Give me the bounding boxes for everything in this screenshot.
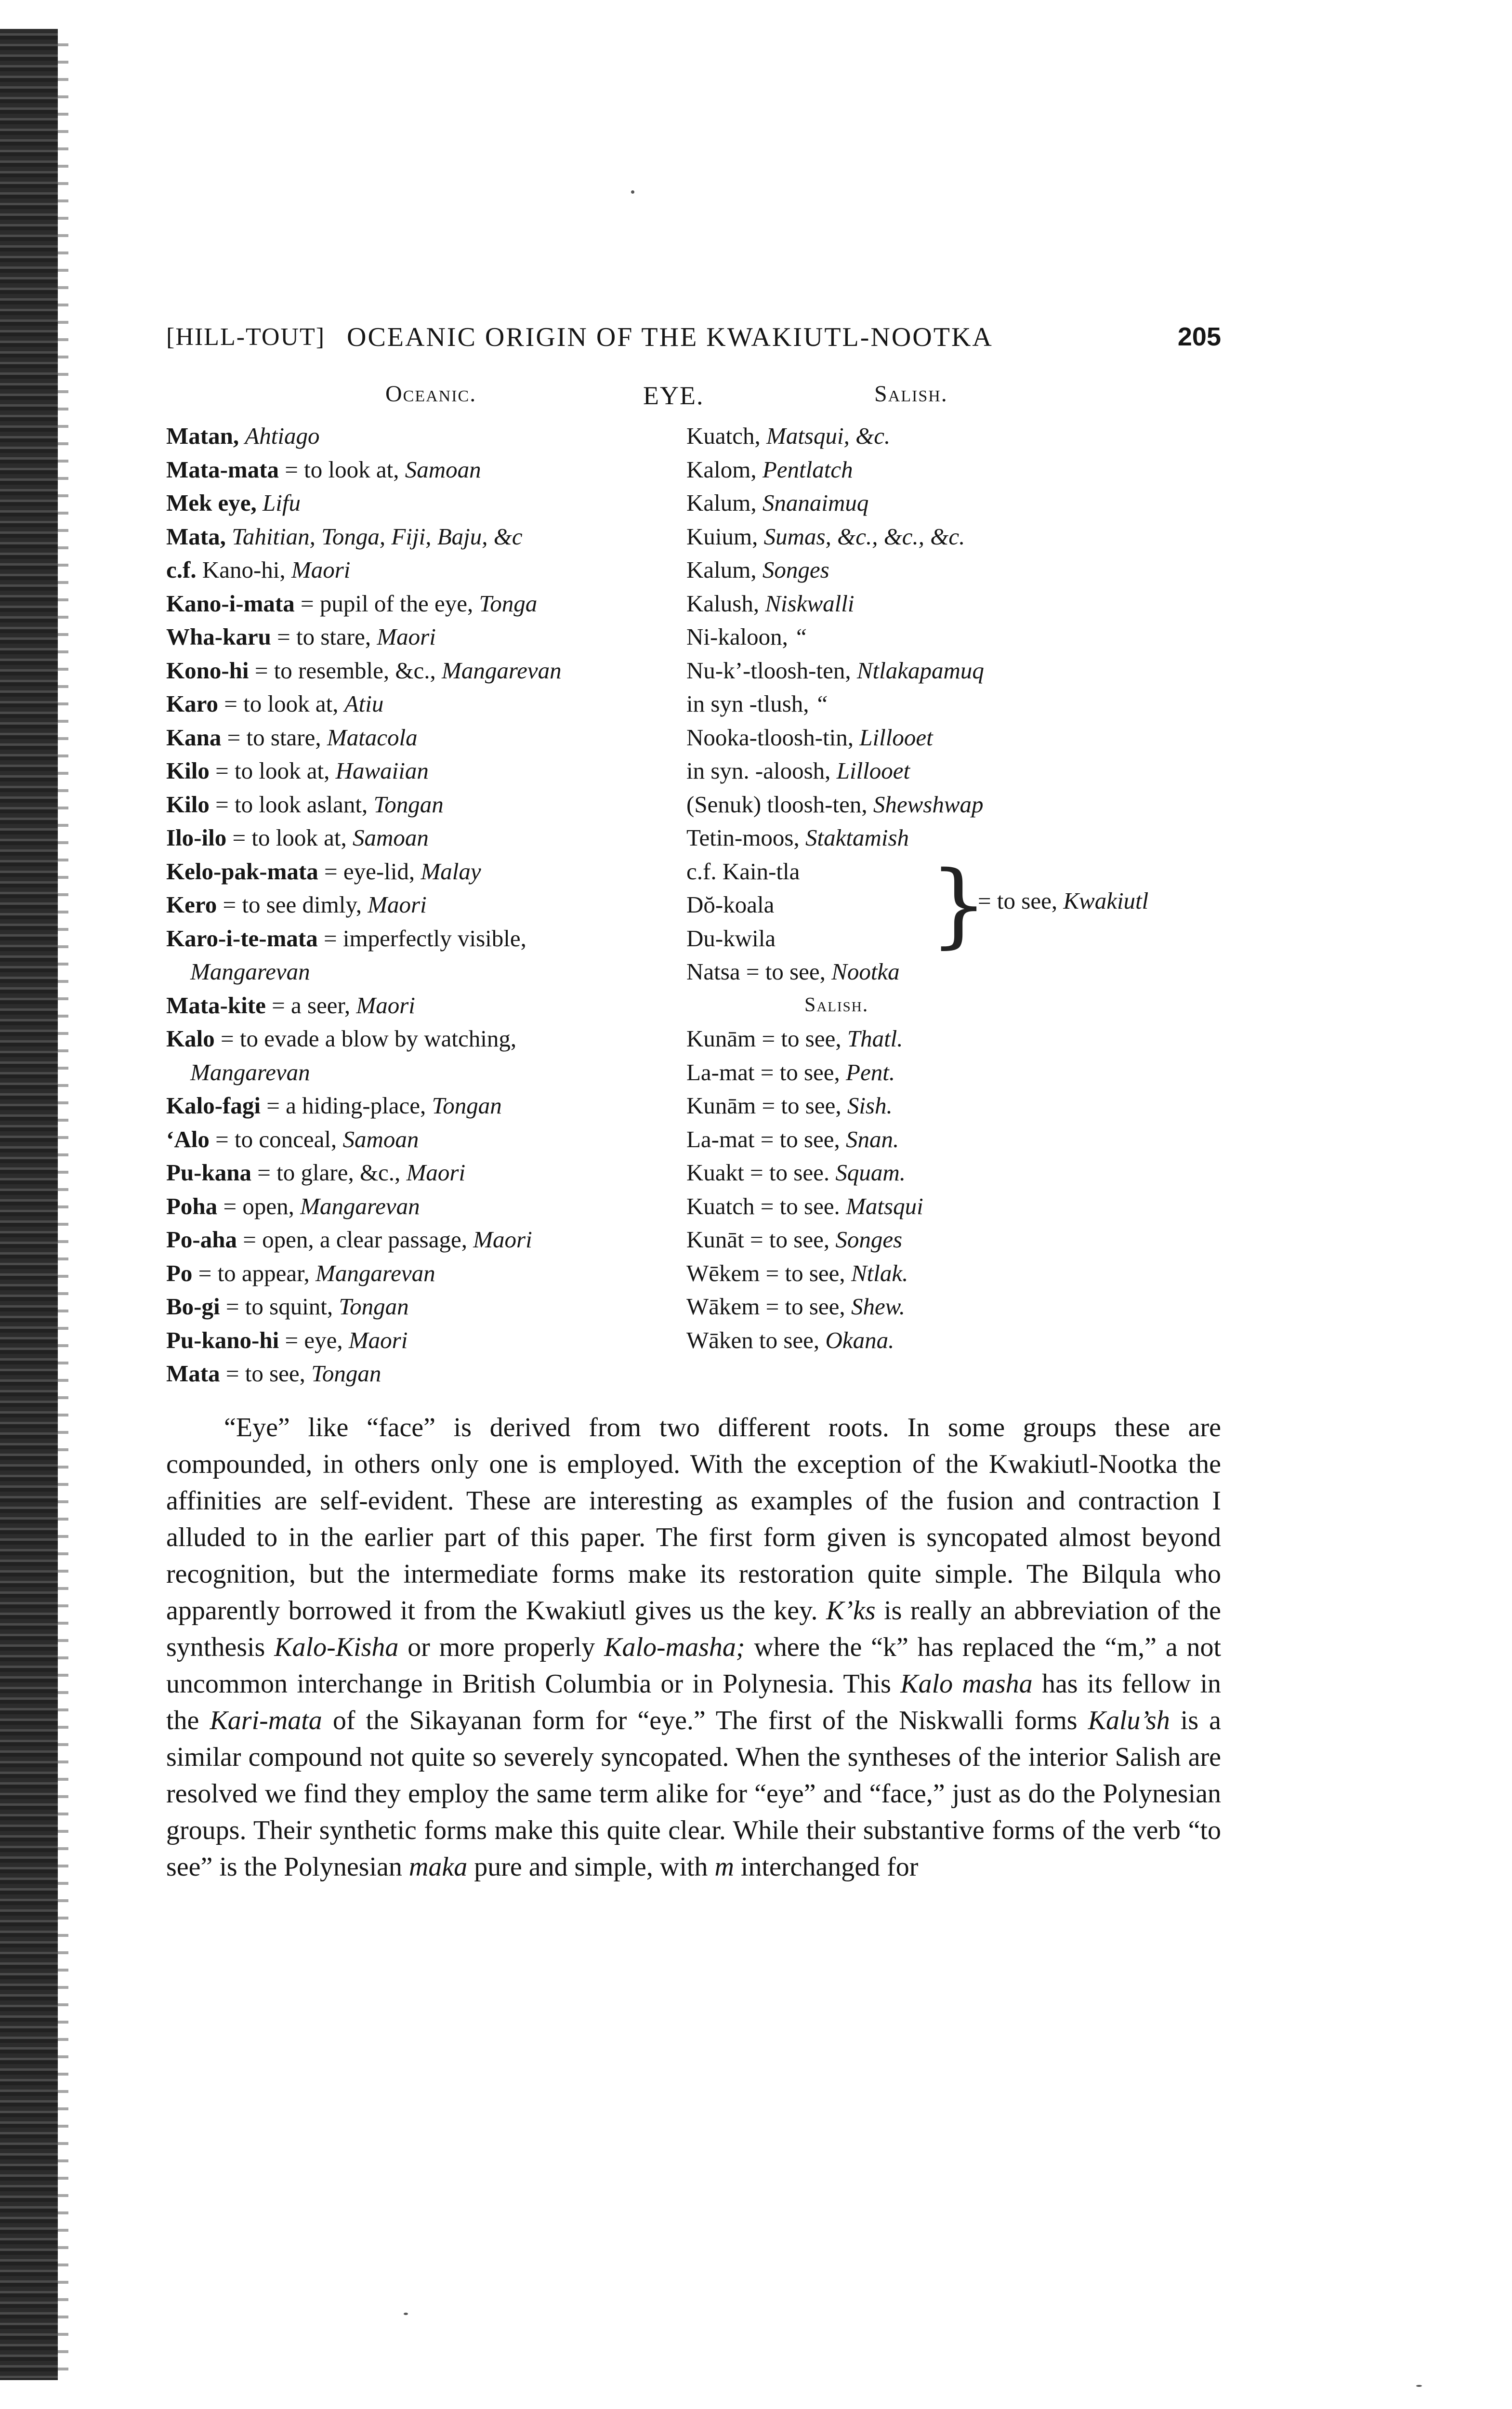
entry-language: Mangarevan bbox=[300, 1192, 420, 1219]
entry-word: Wha-karu bbox=[166, 623, 271, 650]
oceanic-word-list bbox=[166, 419, 662, 1390]
entry-language: Samoan bbox=[405, 456, 481, 483]
paragraph-italic: m bbox=[714, 1852, 734, 1882]
entry-language: Lillooet bbox=[859, 724, 933, 751]
entry-language: Shew. bbox=[851, 1293, 905, 1320]
entry-word: Matan, bbox=[166, 423, 239, 449]
entry-word: Pu-kana bbox=[166, 1159, 252, 1186]
entry-word: Mata-mata bbox=[166, 456, 279, 483]
oceanic-entry bbox=[166, 1190, 662, 1223]
entry-language: Mangarevan bbox=[316, 1259, 435, 1286]
salish-entry bbox=[686, 486, 1240, 520]
oceanic-entry bbox=[166, 1123, 662, 1156]
entry-gloss: = imperfectly visible, bbox=[324, 925, 526, 952]
paragraph-italic: maka bbox=[408, 1852, 468, 1882]
column-head-oceanic: Oceanic. bbox=[385, 381, 477, 407]
salish-see-entry bbox=[686, 1123, 1240, 1156]
entry-gloss: = pupil of the eye, bbox=[301, 590, 473, 617]
entry-word: Du-kwila bbox=[686, 925, 776, 952]
brace-gloss-language: Kwakiutl bbox=[1063, 887, 1149, 914]
oceanic-entry bbox=[166, 788, 662, 821]
header-title: OCEANIC ORIGIN OF THE KWAKIUTL-NOOTKA bbox=[347, 322, 993, 352]
entry-gloss: = eye, bbox=[285, 1326, 343, 1353]
paragraph-italic: Kalo-Kisha bbox=[274, 1632, 399, 1662]
entry-word: Kalush, bbox=[686, 590, 760, 617]
entry-gloss: = to see, bbox=[225, 1360, 305, 1387]
oceanic-entry bbox=[166, 687, 662, 721]
oceanic-entry bbox=[166, 821, 662, 855]
salish-entry bbox=[686, 587, 1240, 621]
oceanic-entry bbox=[166, 888, 662, 922]
oceanic-entry bbox=[166, 721, 662, 754]
entry-word: Dŏ-koala bbox=[686, 891, 775, 918]
entry-language: Sumas, &c., &c., &c. bbox=[763, 523, 965, 550]
entry-word: Kero bbox=[166, 891, 217, 918]
entry-gloss: Kano-hi, bbox=[202, 556, 286, 583]
entry-language: Tahitian, Tonga, Fiji, Baju, &c bbox=[232, 523, 523, 550]
entry-language: Pentlatch bbox=[762, 456, 853, 483]
entry-language: Ntlak. bbox=[851, 1259, 908, 1286]
entry-language: Okana. bbox=[825, 1326, 894, 1353]
entry-word: Mek eye, bbox=[166, 490, 257, 516]
entry-language: Snanaimuq bbox=[762, 490, 869, 516]
salish-entry bbox=[686, 553, 1240, 587]
paragraph-text: interchanged for bbox=[740, 1852, 919, 1882]
entry-gloss: = to stare, bbox=[277, 623, 371, 650]
oceanic-entry bbox=[166, 855, 662, 888]
entry-language: Ahtiago bbox=[245, 423, 320, 449]
entry-gloss: = to appear, bbox=[198, 1259, 310, 1286]
entry-language: Songes bbox=[835, 1226, 903, 1253]
oceanic-entry bbox=[166, 1223, 662, 1257]
entry-language: Tongan bbox=[339, 1293, 409, 1320]
entry-word: Kuakt = to see. bbox=[686, 1159, 830, 1186]
oceanic-entry bbox=[166, 1324, 662, 1357]
entry-word: Bo-gi bbox=[166, 1293, 220, 1320]
paragraph-italic: K’ks bbox=[826, 1596, 876, 1626]
entry-word: Ni-kaloon, bbox=[686, 623, 788, 650]
salish-see-entry bbox=[686, 1190, 1240, 1223]
oceanic-entry bbox=[166, 520, 662, 554]
entry-word: Kilo bbox=[166, 791, 210, 818]
entry-language: Maori bbox=[291, 556, 351, 583]
entry-language: Maori bbox=[406, 1159, 466, 1186]
entry-gloss: = to glare, &c., bbox=[257, 1159, 401, 1186]
entry-language: Maori bbox=[356, 992, 415, 1019]
entry-language: Squam. bbox=[835, 1159, 906, 1186]
entry-word: Kalum, bbox=[686, 490, 757, 516]
entry-gloss: = to look at, bbox=[285, 456, 399, 483]
column-head-salish: Salish. bbox=[874, 381, 948, 407]
entry-language: “ bbox=[815, 690, 828, 717]
entry-word: Kunām = to see, bbox=[686, 1092, 841, 1119]
entry-word: Po-aha bbox=[166, 1226, 237, 1253]
salish-entry bbox=[686, 821, 1240, 855]
oceanic-entry bbox=[166, 453, 662, 487]
entry-language: Malay bbox=[421, 858, 481, 885]
oceanic-entry bbox=[166, 922, 662, 955]
body-paragraph bbox=[166, 1409, 1221, 1885]
oceanic-entry bbox=[166, 587, 662, 621]
entry-word: c.f. Kain-tla bbox=[686, 858, 800, 885]
salish-see-entry bbox=[686, 1290, 1240, 1324]
entry-language: Tongan bbox=[373, 791, 444, 818]
entry-word: Wēkem = to see, bbox=[686, 1259, 845, 1286]
oceanic-entry bbox=[166, 486, 662, 520]
page-number: 205 bbox=[1177, 322, 1221, 351]
paragraph-italic: Kalu’sh bbox=[1088, 1706, 1170, 1735]
oceanic-entry bbox=[166, 553, 662, 587]
entry-gloss: = to look aslant, bbox=[215, 791, 368, 818]
paragraph-text: pure and simple, with bbox=[474, 1852, 708, 1882]
salish-subheading: Salish. bbox=[804, 993, 869, 1016]
entry-language: Niskwalli bbox=[765, 590, 855, 617]
entry-language: Lifu bbox=[263, 490, 301, 516]
entry-language: Tongan bbox=[311, 1360, 381, 1387]
entry-gloss: = to conceal, bbox=[215, 1125, 337, 1152]
salish-see-entry bbox=[686, 1022, 1240, 1056]
entry-word: Nooka-tloosh-tin, bbox=[686, 724, 854, 751]
entry-word: Kalum, bbox=[686, 556, 757, 583]
entry-language: Hawaiian bbox=[335, 757, 429, 784]
entry-word: in syn -tlush, bbox=[686, 690, 809, 717]
entry-language: Sish. bbox=[847, 1092, 893, 1119]
kwakiutl-brace-group bbox=[686, 851, 1240, 958]
entry-word: Pu-kano-hi bbox=[166, 1326, 279, 1353]
entry-gloss: = to resemble, &c., bbox=[254, 657, 436, 684]
entry-word: Mata bbox=[166, 1360, 220, 1387]
page-binding-edge bbox=[0, 29, 58, 2380]
entry-language: Snan. bbox=[846, 1125, 899, 1152]
entry-word: Kalo-fagi bbox=[166, 1092, 261, 1119]
entry-gloss: = a hiding-place, bbox=[266, 1092, 426, 1119]
entry-language: Maori bbox=[473, 1226, 532, 1253]
salish-entry bbox=[686, 520, 1240, 554]
salish-entry bbox=[686, 687, 1240, 721]
entry-word: La-mat = to see, bbox=[686, 1059, 840, 1085]
header-author: [HILL-TOUT] bbox=[166, 323, 326, 351]
entry-word: Kilo bbox=[166, 757, 210, 784]
column-head-eye: EYE. bbox=[643, 381, 704, 410]
entry-language: Maori bbox=[377, 623, 436, 650]
entry-gloss: = a seer, bbox=[272, 992, 351, 1019]
entry-language: Samoan bbox=[342, 1125, 419, 1152]
entry-language: Tongan bbox=[432, 1092, 502, 1119]
brace-gloss bbox=[978, 887, 1148, 914]
entry-gloss: = open, bbox=[223, 1192, 294, 1219]
entry-word: Kelo-pak-mata bbox=[166, 858, 318, 885]
entry-language: Maori bbox=[368, 891, 427, 918]
oceanic-entry bbox=[166, 1290, 662, 1324]
entry-language: Matacola bbox=[327, 724, 418, 751]
paragraph-text: “Eye” like “face” is derived from two different roots. In some groups these are compounded, in others only one is employed. With the exception of the Kwakiutl-Nootka the affinities are self-evident. These are interesting as examples of the fusion and contraction I alluded to in the earlier part of this paper. The first form given is syncopated almost beyond recognition, but the intermediate forms make its restoration quite simple. The Bilqula who apparently borrowed it from the Kwakiutl gives us the key. bbox=[166, 1413, 1221, 1626]
entry-word: Karo-i-te-mata bbox=[166, 925, 318, 952]
entry-language: Matsqui bbox=[846, 1192, 923, 1219]
brace-gloss-text: = to see, bbox=[978, 887, 1058, 914]
entry-gloss: = eye-lid, bbox=[324, 858, 415, 885]
entry-gloss: = to stare, bbox=[227, 724, 321, 751]
entry-word: Kalo bbox=[166, 1025, 215, 1052]
paragraph-italic: Kalo masha bbox=[900, 1669, 1033, 1699]
oceanic-entry bbox=[166, 654, 662, 688]
entry-word: Nu-k’-tloosh-ten, bbox=[686, 657, 851, 684]
salish-entry bbox=[686, 453, 1240, 487]
entry-language: Tonga bbox=[479, 590, 538, 617]
oceanic-entry bbox=[166, 620, 662, 654]
entry-word: in syn. -aloosh, bbox=[686, 757, 831, 784]
entry-language: Shewshwap bbox=[873, 791, 984, 818]
entry-gloss: = open, a clear passage, bbox=[243, 1226, 467, 1253]
salish-entry bbox=[686, 654, 1240, 688]
entry-gloss: = to squint, bbox=[225, 1293, 333, 1320]
entry-word: Po bbox=[166, 1259, 193, 1286]
salish-see-entry bbox=[686, 1089, 1240, 1123]
paragraph-text: is really an abbreviation of the synthesis bbox=[166, 1596, 1222, 1662]
entry-word: Kuatch, bbox=[686, 423, 761, 449]
oceanic-entry bbox=[166, 989, 662, 1022]
entry-word: Kunām = to see, bbox=[686, 1025, 841, 1052]
entry-word: c.f. bbox=[166, 556, 197, 583]
entry-word: La-mat = to see, bbox=[686, 1125, 840, 1152]
entry-gloss: = to see dimly, bbox=[223, 891, 362, 918]
salish-see-entry bbox=[686, 1056, 1240, 1089]
entry-language: Thatl. bbox=[847, 1025, 903, 1052]
entry-word: Mata-kite bbox=[166, 992, 266, 1019]
running-head bbox=[166, 322, 1221, 360]
oceanic-entry bbox=[166, 1257, 662, 1290]
entry-language: Samoan bbox=[352, 824, 429, 851]
entry-word: Wāken to see, bbox=[686, 1326, 820, 1353]
salish-entry bbox=[686, 788, 1240, 821]
entry-word: Kana bbox=[166, 724, 222, 751]
salish-entry bbox=[686, 721, 1240, 754]
salish-entry bbox=[686, 754, 1240, 788]
oceanic-entry bbox=[166, 955, 662, 989]
print-speck bbox=[631, 190, 634, 194]
entry-language: Ntlakapamuq bbox=[856, 657, 984, 684]
entry-word: Ilo-ilo bbox=[166, 824, 227, 851]
oceanic-entry bbox=[166, 1056, 662, 1089]
entry-word: ‘Alo bbox=[166, 1125, 210, 1152]
salish-see-entry bbox=[686, 1156, 1240, 1190]
entry-word: Kuium, bbox=[686, 523, 758, 550]
entry-word: Mata, bbox=[166, 523, 226, 550]
oceanic-entry bbox=[166, 1022, 662, 1056]
entry-language: Atiu bbox=[344, 690, 384, 717]
entry-language: Pent. bbox=[846, 1059, 895, 1085]
entry-language: Lillooet bbox=[836, 757, 910, 784]
entry-language: Mangarevan bbox=[442, 657, 562, 684]
entry-gloss: = to look at, bbox=[224, 690, 339, 717]
entry-word: Poha bbox=[166, 1192, 218, 1219]
salish-see-entry bbox=[686, 1223, 1240, 1257]
entry-word: Kuatch = to see. bbox=[686, 1192, 840, 1219]
entry-language: Mangarevan bbox=[190, 958, 310, 985]
oceanic-entry bbox=[166, 1089, 662, 1123]
entry-word: Natsa = to see, bbox=[686, 958, 826, 985]
entry-language: Staktamish bbox=[805, 824, 909, 851]
paragraph-text: where the “k” has replaced the “m,” a not uncommon interchange in British Columbia or in Polynesia. This bbox=[166, 1632, 1222, 1699]
paragraph-italic: Kalo-masha; bbox=[604, 1632, 745, 1662]
brace-icon: } bbox=[930, 851, 988, 958]
entry-language: Nootka bbox=[831, 958, 900, 985]
entry-gloss: = to look at, bbox=[215, 757, 330, 784]
entry-language: Maori bbox=[348, 1326, 408, 1353]
entry-word: Kalom, bbox=[686, 456, 757, 483]
entry-word: Kunāt = to see, bbox=[686, 1226, 830, 1253]
salish-entry bbox=[686, 620, 1240, 654]
entry-word: Karo bbox=[166, 690, 218, 717]
paragraph-text: has its fellow in the bbox=[166, 1669, 1222, 1735]
entry-word: Wākem = to see, bbox=[686, 1293, 845, 1320]
paragraph-italic: Kari-mata bbox=[210, 1706, 322, 1735]
paragraph-text: is a similar compound not quite so severely syncopated. When the syntheses of the interior Salish are resolved we find they employ the same term alike for “eye” and “face,” just as do the Polynesian groups. Their synthetic forms make this quite clear. While their substantive forms of the verb “to see” is the Polynesian bbox=[166, 1706, 1222, 1882]
oceanic-entry bbox=[166, 1357, 662, 1390]
oceanic-entry bbox=[166, 419, 662, 453]
salish-see-entry bbox=[686, 1324, 1240, 1357]
salish-entry bbox=[686, 955, 1240, 989]
entry-gloss: = to evade a blow by watching, bbox=[220, 1025, 517, 1052]
paragraph-text: of the Sikayanan form for “eye.” The first of the Niskwalli forms bbox=[332, 1706, 1078, 1735]
salish-entry bbox=[686, 419, 1240, 453]
print-speck bbox=[1416, 2385, 1422, 2387]
oceanic-entry bbox=[166, 1156, 662, 1190]
entry-language: Songes bbox=[762, 556, 829, 583]
salish-see-entry bbox=[686, 1257, 1240, 1290]
entry-language: “ bbox=[794, 623, 807, 650]
entry-word: Tetin-moos, bbox=[686, 824, 800, 851]
entry-word: (Senuk) tloosh-ten, bbox=[686, 791, 868, 818]
oceanic-entry bbox=[166, 754, 662, 788]
entry-language: Mangarevan bbox=[190, 1059, 310, 1085]
entry-gloss: = to look at, bbox=[232, 824, 347, 851]
entry-language: Matsqui, &c. bbox=[766, 423, 891, 449]
entry-word: Kano-i-mata bbox=[166, 590, 295, 617]
entry-word: Kono-hi bbox=[166, 657, 249, 684]
print-speck bbox=[404, 2313, 408, 2315]
paragraph-text: or more properly bbox=[408, 1632, 595, 1662]
